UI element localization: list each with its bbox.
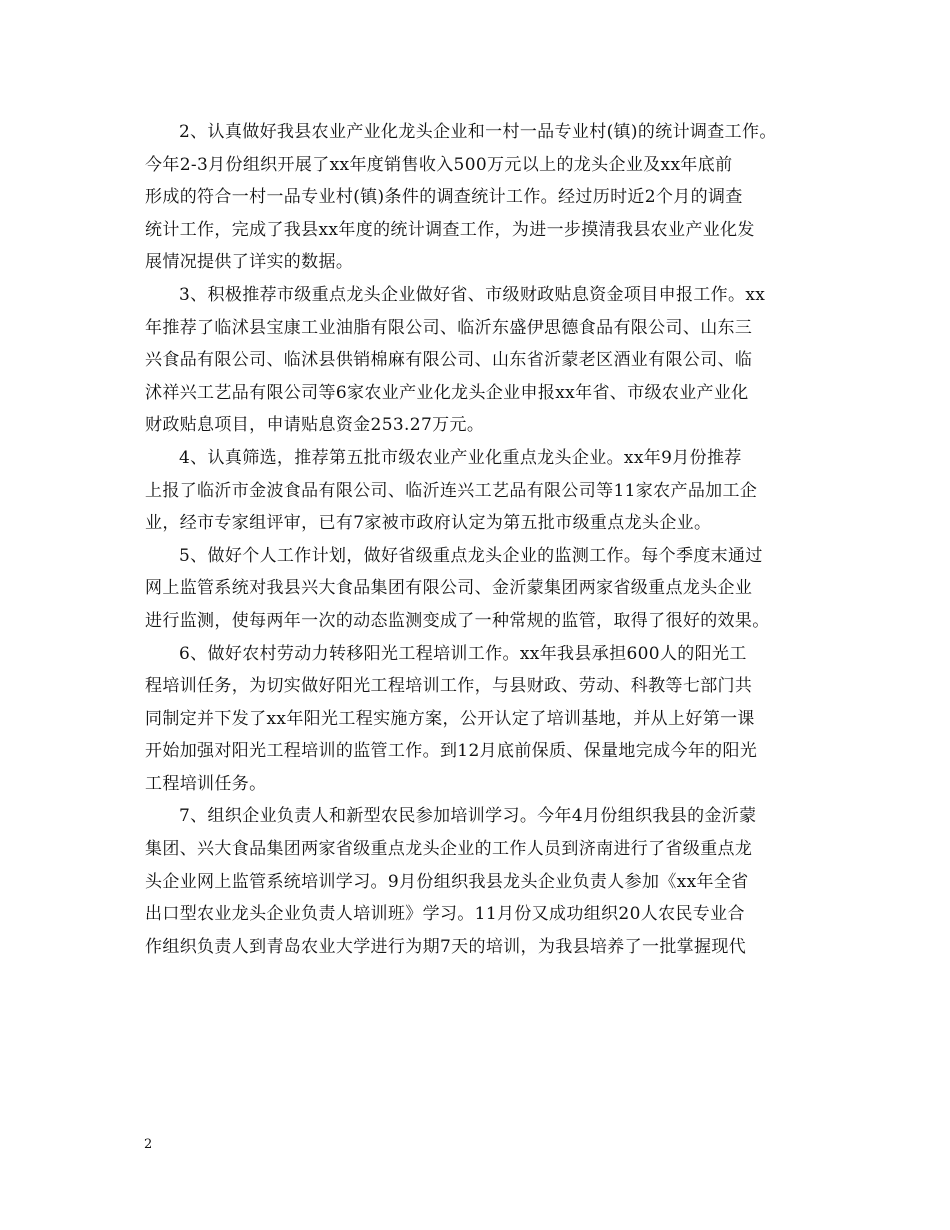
text-line: 展情况提供了详实的数据。 — [145, 252, 354, 273]
text-line: 程培训任务，为切实做好阳光工程培训工作，与县财政、劳动、科教等七部门共 — [145, 676, 753, 697]
text-line: 统计工作，完成了我县xx年度的统计调查工作，为进一步摸清我县农业产业化发 — [145, 219, 755, 240]
text-line: 6、做好农村劳动力转移阳光工程培训工作。xx年我县承担600人的阳光工 — [179, 643, 747, 664]
text-line: 5、做好个人工作计划，做好省级重点龙头企业的监测工作。每个季度末通过 — [179, 545, 763, 566]
text-line: 进行监测，使每两年一次的动态监测变成了一种常规的监管，取得了很好的效果。 — [145, 610, 770, 631]
text-line: 今年2-3月份组织开展了xx年度销售收入500万元以上的龙头企业及xx年底前 — [145, 154, 733, 175]
text-line: 年推荐了临沭县宝康工业油脂有限公司、临沂东盛伊思德食品有限公司、山东三 — [145, 317, 753, 338]
text-line: 作组织负责人到青岛农业大学进行为期7天的培训，为我县培养了一批掌握现代 — [145, 936, 747, 957]
text-line: 7、组织企业负责人和新型农民参加培训学习。今年4月份组织我县的金沂蒙 — [179, 806, 757, 827]
document-body — [145, 116, 810, 963]
paragraph-item-6 — [145, 638, 810, 801]
text-line: 财政贴息项目，申请贴息资金253.27万元。 — [145, 415, 485, 436]
text-line: 同制定并下发了xx年阳光工程实施方案，公开认定了培训基地，并从上好第一课 — [145, 708, 755, 729]
text-line: 沭祥兴工艺品有限公司等6家农业产业化龙头企业申报xx年省、市级农业产业化 — [145, 382, 749, 403]
text-line: 形成的符合一村一品专业村(镇)条件的调查统计工作。经过历时近2个月的调查 — [145, 187, 743, 208]
page-number: 2 — [144, 1137, 153, 1152]
text-line: 3、积极推荐市级重点龙头企业做好省、市级财政贴息资金项目申报工作。xx — [179, 284, 766, 305]
text-line: 网上监管系统对我县兴大食品集团有限公司、金沂蒙集团两家省级重点龙头企业 — [145, 578, 753, 599]
text-line: 出口型农业龙头企业负责人培训班》学习。11月份又成功组织20人农民专业合 — [145, 904, 745, 925]
text-line: 业，经市专家组评审，已有7家被市政府认定为第五批市级重点龙头企业。 — [145, 513, 712, 534]
text-line: 头企业网上监管系统培训学习。9月份组织我县龙头企业负责人参加《xx年全省 — [145, 871, 749, 892]
text-line: 开始加强对阳光工程培训的监管工作。到12月底前保质、保量地完成今年的阳光 — [145, 741, 758, 762]
text-line: 4、认真筛选，推荐第五批市级农业产业化重点龙头企业。xx年9月份推荐 — [179, 447, 742, 468]
text-line: 工程培训任务。 — [145, 773, 267, 794]
paragraph-item-3 — [145, 279, 810, 442]
text-line: 2、认真做好我县农业产业化龙头企业和一村一品专业村(镇)的统计调查工作。 — [179, 122, 777, 142]
text-line: 上报了临沂市金波食品有限公司、临沂连兴工艺品有限公司等11家农产品加工企 — [145, 480, 758, 501]
paragraph-item-7 — [145, 800, 810, 963]
paragraph-item-4 — [145, 442, 810, 540]
paragraph-item-2 — [145, 116, 810, 279]
paragraph-item-5 — [145, 540, 810, 638]
text-line: 兴食品有限公司、临沭县供销棉麻有限公司、山东省沂蒙老区酒业有限公司、临 — [145, 350, 753, 371]
text-line: 集团、兴大食品集团两家省级重点龙头企业的工作人员到济南进行了省级重点龙 — [145, 839, 753, 860]
